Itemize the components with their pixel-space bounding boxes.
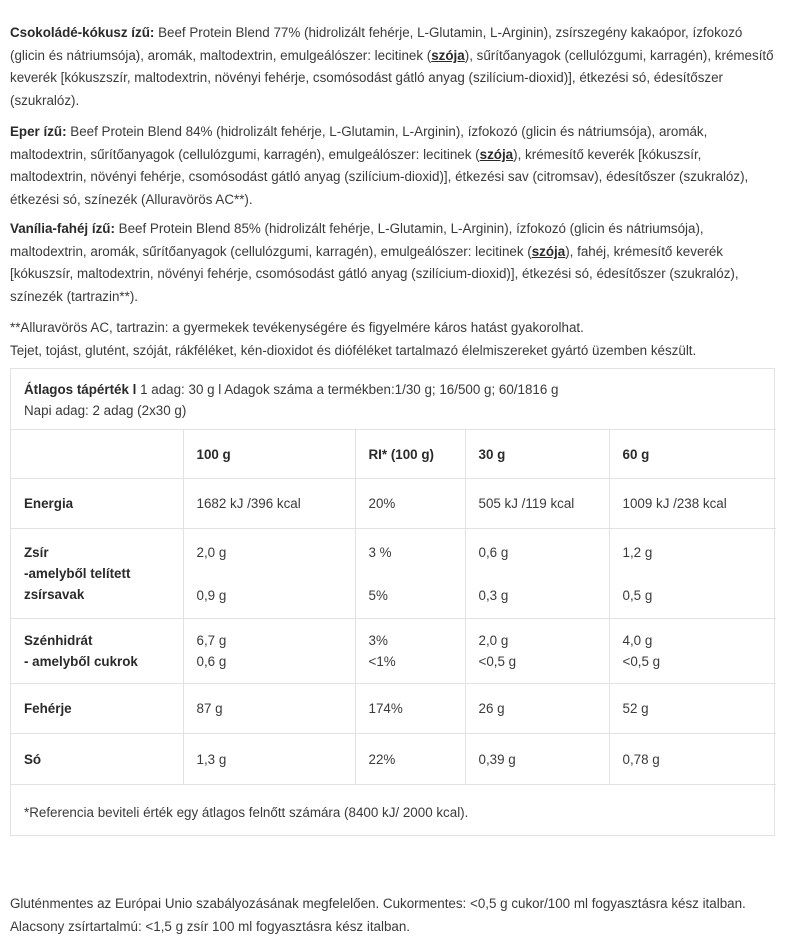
- table-row: [11, 619, 776, 684]
- row-label: Só: [11, 734, 183, 785]
- header-cell: 60 g: [609, 430, 776, 479]
- colorant-warning: **Alluravörös AC, tartrazin: a gyermekek tevékenységére és figyelmére káros hatást gyakorolhat.: [10, 320, 584, 335]
- table-cell: 1009 kJ /238 kcal: [609, 479, 776, 529]
- header-cell: 30 g: [465, 430, 609, 479]
- table-row: [11, 684, 776, 734]
- notes: [10, 317, 781, 362]
- table-cell: 0,78 g: [609, 734, 776, 785]
- row-label-main: Szénhidrát: [24, 633, 93, 648]
- table-cell: [183, 529, 355, 619]
- table-cell: [355, 619, 465, 684]
- table-cell: 1,3 g: [183, 734, 355, 785]
- row-label-sub: -amelyből telített: [24, 566, 131, 581]
- nutrition-header: [24, 379, 559, 421]
- table-cell: 1682 kJ /396 kcal: [183, 479, 355, 529]
- claims: [10, 893, 781, 938]
- cell-value: 1,2 g: [622, 544, 653, 560]
- serving-info: 1 adag: 30 g l Adagok száma a termékben:1/30 g; 16/500 g; 60/1816 g: [136, 382, 559, 397]
- ingredients-text: ), krémesítő keverék [kókuszsír, maltodextrin, növényi fehérje, csomósodást gátló anyag (szilícium-dioxid)], étkezési sav (citromsav), édesítőszer (szukralóz), étkezési só, színezék (Alluravörös AC**).: [10, 146, 749, 207]
- ingredients-text: Beef Protein Blend 85% (hidrolizált fehérje, L-Glutamin, L-Arginin), ízfokozó (glicin és nátriumsója), maltodextrin, aromák, sűrítőanyagok (cellulózgumi, karragén), emulgeálószer: lecitinek (: [10, 221, 704, 259]
- header-cell: 100 g: [183, 430, 355, 479]
- table-cell: [609, 619, 776, 684]
- low-fat-claim: Alacsony zsírtartalmú: <1,5 g zsír 100 ml fogyasztásra kész italban.: [10, 918, 411, 934]
- flavor-label: Csokoládé-kókusz ízű:: [10, 25, 155, 40]
- ingredients-text: ), sűrítőanyagok (cellulózgumi, karragén), krémesítő keverék [kókuszszír, maltodextrin, növényi fehérje, csomósodást gátló anyag (szilícium-dioxid)], étkezési só, édesítőszer (szukralóz).: [10, 47, 774, 108]
- cell-value: 2,0 g: [478, 633, 509, 648]
- table-row: [11, 734, 776, 785]
- nutrition-table-box: [10, 368, 775, 836]
- row-label: Energia: [11, 479, 183, 529]
- row-label-main: Zsír: [24, 545, 49, 560]
- allergen-soy: szója: [531, 243, 566, 259]
- cell-value: 6,7 g: [196, 633, 227, 648]
- allergen-soy: szója: [479, 146, 514, 162]
- cell-sub-value: 0,9 g: [196, 587, 227, 603]
- cell-value: 2,0 g: [196, 544, 227, 560]
- table-header-row: [11, 430, 776, 479]
- table-cell: [465, 529, 609, 619]
- row-label-sub: - amelyből cukrok: [24, 654, 138, 669]
- cell-sub-value: <0,5 g: [478, 654, 517, 669]
- cell-sub-value: 0,5 g: [622, 587, 653, 603]
- cell-sub-value: 0,3 g: [478, 587, 509, 603]
- daily-serving: Napi adag: 2 adag (2x30 g): [24, 403, 187, 418]
- flavor-label: Vanília-fahéj ízű:: [10, 221, 115, 236]
- table-row: [11, 529, 776, 619]
- nutrition-table: [11, 429, 776, 785]
- row-label: [11, 529, 183, 619]
- row-label-sub: zsírsavak: [24, 587, 85, 602]
- table-cell: [465, 619, 609, 684]
- cell-sub-value: 5%: [368, 587, 388, 603]
- table-cell: 0,39 g: [465, 734, 609, 785]
- table-cell: [609, 529, 776, 619]
- cell-value: 3%: [368, 633, 388, 648]
- cell-sub-value: <1%: [368, 654, 396, 669]
- table-cell: [355, 529, 465, 619]
- header-cell: RI* (100 g): [355, 430, 465, 479]
- header-cell: [11, 430, 183, 479]
- gluten-sugar-claim: Gluténmentes az Európai Unio szabályozásának megfelelően. Cukormentes: <0,5 g cukor/100 ml fogyasztásra kész italban.: [10, 896, 746, 911]
- cell-value: 0,6 g: [478, 544, 509, 560]
- table-cell: 87 g: [183, 684, 355, 734]
- table-cell: 26 g: [465, 684, 609, 734]
- table-cell: 20%: [355, 479, 465, 529]
- ingredients-text: ), fahéj, krémesítő keverék [kókuszsír, maltodextrin, növényi fehérje, csomósodást gátló anyag (szilícium-dioxid)], étkezési só, édesítőszer (szukralóz), színezék (tartrazin**).: [10, 243, 739, 304]
- ingredients-strawberry: [10, 121, 781, 211]
- ingredients-text: Beef Protein Blend 77% (hidrolizált fehérje, L-Glutamin, L-Arginin), zsírszegény kakaópor, ízfokozó (glicin és nátriumsója), aromák, maltodextrin, emulgeálószer: lecitinek (: [10, 25, 743, 63]
- cell-sub-value: 0,6 g: [196, 654, 227, 669]
- cell-sub-value: <0,5 g: [622, 654, 661, 669]
- flavor-label: Eper ízű:: [10, 124, 67, 139]
- cell-value: 3 %: [368, 544, 392, 560]
- row-label: [11, 619, 183, 684]
- table-cell: 22%: [355, 734, 465, 785]
- cell-value: 4,0 g: [622, 633, 653, 648]
- ingredients-vanilla-cinnamon: [10, 218, 781, 308]
- ingredients-text: Beef Protein Blend 84% (hidrolizált fehérje, L-Glutamin, L-Arginin), ízfokozó (glicin és nátriumsója), aromák, maltodextrin, sűrítőanyagok (cellulózgumi, karragén), emulgeálószer: lecitinek (: [10, 124, 708, 162]
- table-row: [11, 479, 776, 529]
- ri-footnote: *Referencia beviteli érték egy átlagos felnőtt számára (8400 kJ/ 2000 kcal).: [24, 805, 469, 820]
- table-cell: 52 g: [609, 684, 776, 734]
- table-cell: 505 kJ /119 kcal: [465, 479, 609, 529]
- table-cell: 174%: [355, 684, 465, 734]
- allergen-soy: szója: [431, 47, 465, 63]
- table-cell: [183, 619, 355, 684]
- nutrition-title: Átlagos tápérték l: [24, 382, 137, 397]
- row-label: Fehérje: [11, 684, 183, 734]
- allergen-facility-note: Tejet, tojást, glutént, szóját, rákféléket, kén-dioxidot és dióféléket tartalmazó élelmiszereket gyártó üzemben készült.: [10, 342, 697, 358]
- ingredients-chocolate-coconut: [10, 22, 781, 112]
